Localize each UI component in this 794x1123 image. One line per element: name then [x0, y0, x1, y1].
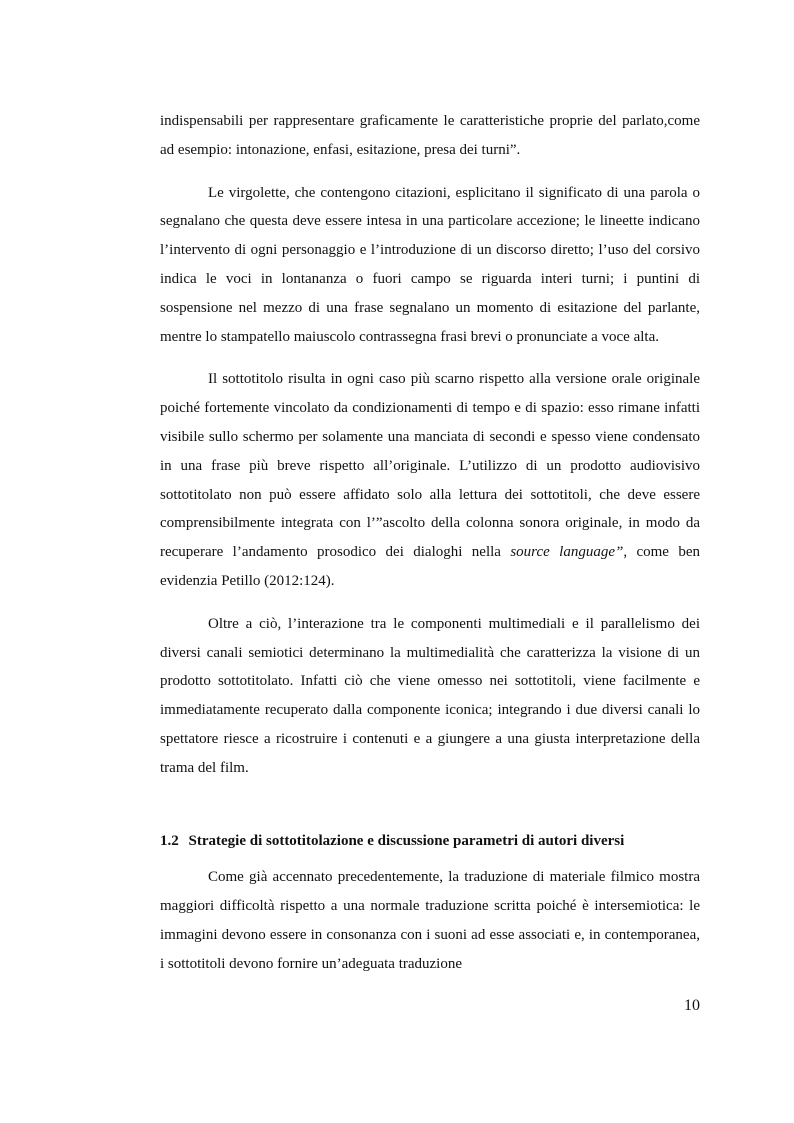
- paragraph-subtitle-constraints: [160, 365, 700, 595]
- paragraph-punctuation-conventions: Le virgolette, che contengono citazioni, esplicitano il significato di una parola o segnalano che questa deve essere intesa in una particolare accezione; le lineette indicano l’intervento di ogni personaggio e l’introduzione di un discorso diretto; l’uso del corsivo indica le voci in lontananza o fuori campo se riguarda interi turni; i puntini di sospensione nel mezzo di una frase segnalano un momento di esitazione del parlante, mentre lo stampatello maiuscolo contrassegna frasi brevi o pronunciate a voce alta.: [160, 184, 700, 345]
- section-number: 1.2: [160, 832, 179, 849]
- paragraph-text: , come ben evidenzia Petillo (2012:124).: [160, 544, 701, 589]
- paragraph-intersemiotic: Come già accennato precedentemente, la traduzione di materiale filmico mostra maggiori difficoltà rispetto a una normale traduzione scritta poiché è intersemiotica: le immagini devono essere in consonanza con i suoni ad esse associati e, in contemporanea, i sottotitoli devono fornire un’adeguata traduzione: [160, 869, 700, 972]
- paragraph-continuation: indispensabili per rappresentare graficamente le caratteristiche proprie del parlato,come ad esempio: intonazione, enfasi, esitazione, presa dei turni”.: [160, 113, 700, 158]
- paragraph-text: Il sottotitolo risulta in ogni caso più scarno rispetto alla versione orale originale poiché fortemente vincolato da condizionamenti di tempo e di spazio: esso rimane infatti visibile sullo schermo per solamente una manciata di secondi e spesso viene condensato in una frase più breve rispetto all’originale. L’utilizzo di un prodotto audiovisivo sottotitolato non può essere affidato solo alla lettura dei sottotitoli, che deve essere comprensibilmente integrata con l’”ascolto della colonna sonora originale, in modo da recuperare l’andamento prosodico dei dialoghi nella: [160, 371, 700, 561]
- paragraph-multimedia: Oltre a ciò, l’interazione tra le componenti multimediali e il parallelismo dei diversi canali semiotici determinano la multimedialità che caratterizza la visione di un prodotto sottotitolato. Infatti ciò che viene omesso nei sottotitoli, viene facilmente e immediatamente recuperato dalla componente iconica; integrando i due diversi canali lo spettatore riesce a ricostruire i contenuti e a giungere a una giusta interpretazione della trama del film.: [160, 615, 700, 776]
- page-number: 10: [684, 997, 700, 1014]
- section-title: Strategie di sottotitolazione e discussione parametri di autori diversi: [188, 832, 625, 849]
- body-text: [160, 107, 700, 993]
- italic-term: source language”: [510, 544, 624, 561]
- section-heading: [160, 827, 700, 856]
